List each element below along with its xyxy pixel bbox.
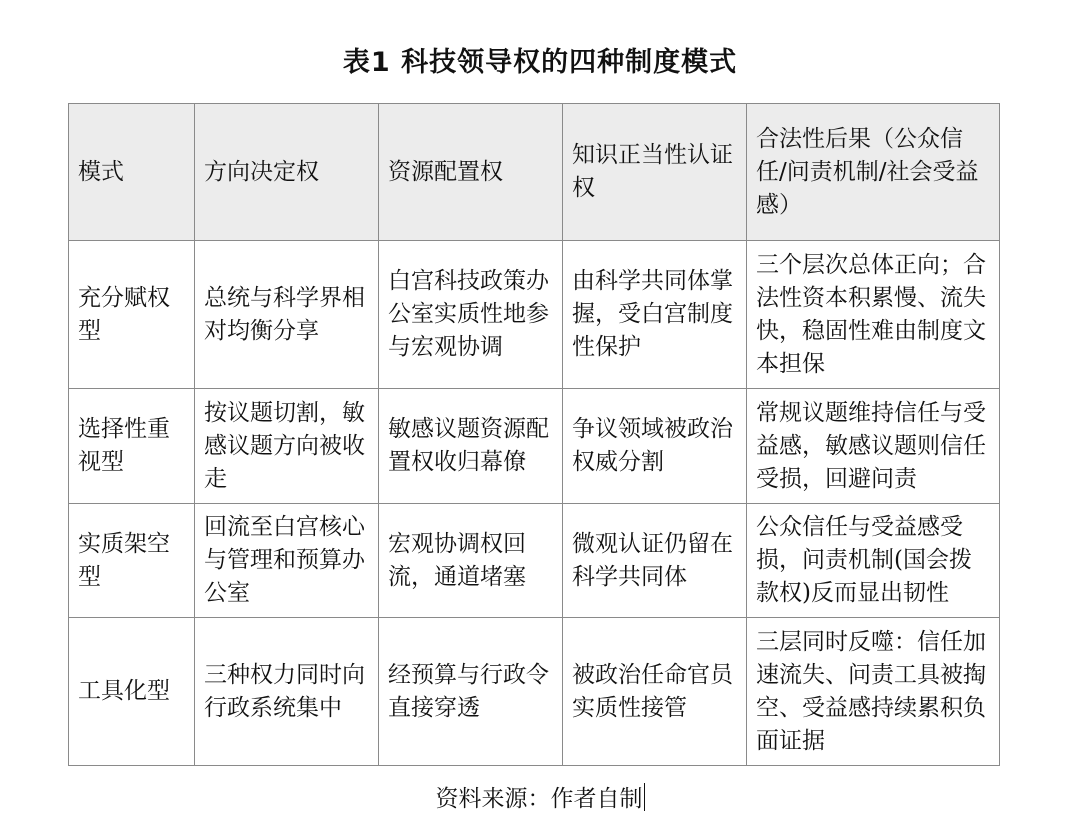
text-cursor <box>644 783 645 811</box>
row-cell-direction: 按议题切割，敏感议题方向被收走 <box>195 389 379 504</box>
header-legitimacy-outcome: 合法性后果（公众信任/问责机制/社会受益感） <box>747 104 1000 241</box>
row-cell-resource: 经预算与行政令直接穿透 <box>379 618 563 766</box>
row-cell-mode: 工具化型 <box>69 618 195 766</box>
header-direction-power: 方向决定权 <box>195 104 379 241</box>
row-cell-direction: 总统与科学界相对均衡分享 <box>195 241 379 389</box>
institutional-modes-table <box>68 103 1000 766</box>
row-cell-outcome: 常规议题维持信任与受益感，敏感议题则信任受损，回避问责 <box>747 389 1000 504</box>
source-text: 资料来源：作者自制 <box>435 786 643 812</box>
table-row <box>69 504 1000 618</box>
row-cell-knowledge: 由科学共同体掌握，受白宫制度性保护 <box>563 241 747 389</box>
table-row <box>69 389 1000 504</box>
row-cell-resource: 白宫科技政策办公室实质性地参与宏观协调 <box>379 241 563 389</box>
row-cell-outcome: 三个层次总体正向；合法性资本积累慢、流失快，稳固性难由制度文本担保 <box>747 241 1000 389</box>
row-cell-mode: 选择性重视型 <box>69 389 195 504</box>
header-knowledge-power: 知识正当性认证权 <box>563 104 747 241</box>
row-cell-knowledge: 微观认证仍留在科学共同体 <box>563 504 747 618</box>
row-cell-outcome: 三层同时反噬：信任加速流失、问责工具被掏空、受益感持续累积负面证据 <box>747 618 1000 766</box>
row-cell-resource: 敏感议题资源配置权收归幕僚 <box>379 389 563 504</box>
row-cell-outcome: 公众信任与受益感受损，问责机制(国会拨款权)反而显出韧性 <box>747 504 1000 618</box>
row-cell-mode: 实质架空型 <box>69 504 195 618</box>
row-cell-knowledge: 被政治任命官员实质性接管 <box>563 618 747 766</box>
table-title: 表1 科技领导权的四种制度模式 <box>342 47 738 78</box>
row-cell-direction: 三种权力同时向行政系统集中 <box>195 618 379 766</box>
header-resource-power: 资源配置权 <box>379 104 563 241</box>
row-cell-knowledge: 争议领域被政治权威分割 <box>563 389 747 504</box>
header-mode: 模式 <box>69 104 195 241</box>
row-cell-resource: 宏观协调权回流，通道堵塞 <box>379 504 563 618</box>
source-note <box>0 780 1080 813</box>
row-cell-mode: 充分赋权型 <box>69 241 195 389</box>
table-row <box>69 618 1000 766</box>
table-header-row <box>69 104 1000 241</box>
row-cell-direction: 回流至白宫核心与管理和预算办公室 <box>195 504 379 618</box>
table-row <box>69 241 1000 389</box>
